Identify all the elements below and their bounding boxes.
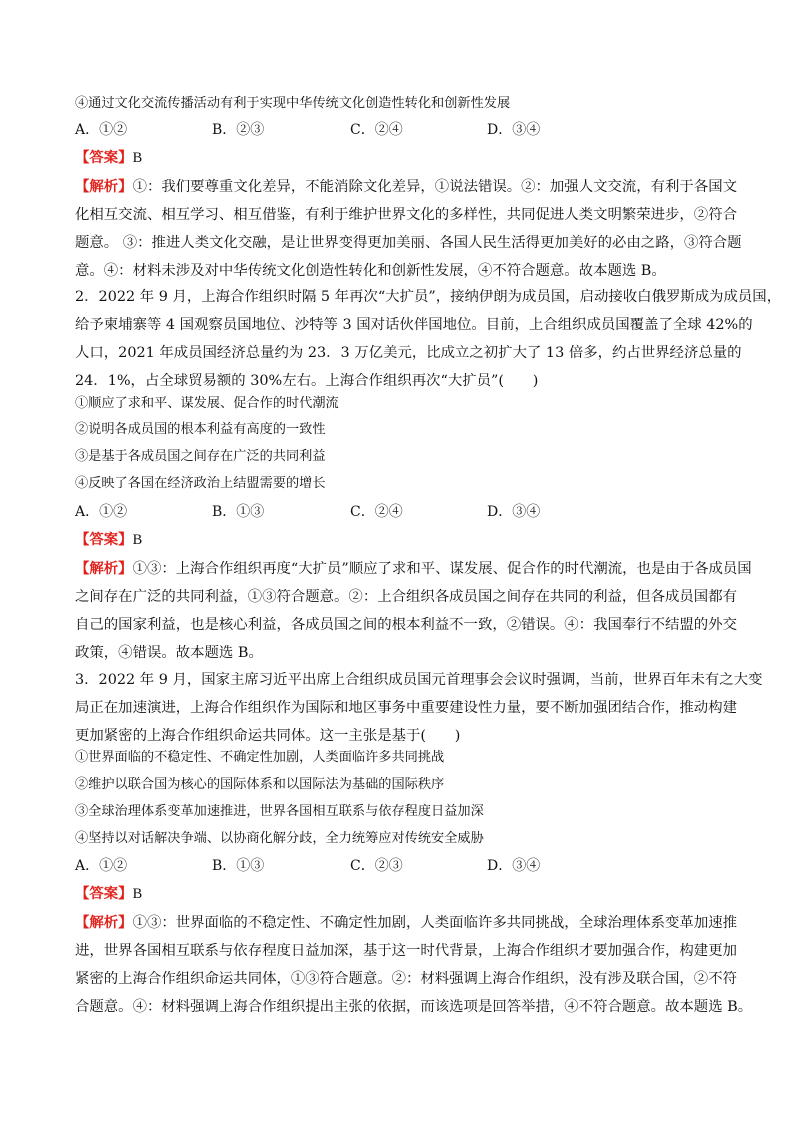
q2-item-4: ④反映了各国在经济政治上结盟需要的增长 xyxy=(75,476,326,491)
analysis-label: 【解析】 xyxy=(75,561,133,577)
q3-stem xyxy=(75,666,763,750)
q3-option-c: C．②③ xyxy=(350,858,403,874)
analysis-line: ①：我们要尊重文化差异，不能消除文化差异，①说法错误。②：加强人文交流，有利于各国文 xyxy=(132,179,737,195)
analysis-line: 之间存在广泛的共同利益，①③符合题意。②：上合组织各成员国之间存在共同的利益，但各成员国都有 xyxy=(75,589,737,605)
q2-option-a: A．①② xyxy=(75,504,128,520)
q3-analysis xyxy=(75,909,753,1021)
q1-option-c: C．②④ xyxy=(350,122,403,138)
q2-option-d: D．③④ xyxy=(487,504,541,520)
stem-line: 3．2022 年 9 月，国家主席习近平出席上合组织成员国元首理事会会议时强调，当前，世界百年未有之大变 xyxy=(75,672,763,688)
q3-answer xyxy=(75,882,142,906)
q1-option-a: A．①② xyxy=(75,122,128,138)
stem-line: 2．2022 年 9 月，上海合作组织时隔 5 年再次“大扩员”，接纳伊朗为成员国，启动接收白俄罗斯成为成员国， xyxy=(75,289,782,305)
stem-line: 24．1%，占全球贸易额的 30%左右。上海合作组织再次“大扩员”( ) xyxy=(75,373,539,389)
analysis-line: 题意。 ③：推进人类文化交融，是让世界变得更加美丽、各国人民生活得更加美好的必由之路，③符合题 xyxy=(75,235,742,251)
analysis-line: ①③：世界面临的不稳定性、不确定性加剧，人类面临许多共同挑战，全球治理体系变革加速推 xyxy=(132,915,737,931)
analysis-line: ①③：上海合作组织再度“大扩员”顺应了求和平、谋发展、促合作的时代潮流，也是由于各成员国 xyxy=(132,561,752,577)
answer-value: B xyxy=(132,886,143,902)
analysis-line: 进，世界各国相互联系与依存程度日益加深，基于这一时代背景，上海合作组织才要加强合作，构建更加 xyxy=(75,943,737,959)
analysis-line: 自己的国家利益，也是核心利益，各成员国之间的根本利益不一致，②错误。④：我国奉行不结盟的外交 xyxy=(75,617,737,633)
stem-line: 更加紧密的上海合作组织命运共同体。这一主张是基于( ) xyxy=(75,728,461,744)
q2-item-2: ②说明各成员国的根本利益有高度的一致性 xyxy=(75,422,326,437)
stem-line: 人口，2021 年成员国经济总量约为 23．3 万亿美元，比成立之初扩大了 13 倍多，约占世界经济总量的 xyxy=(75,345,742,361)
q1-option-b: B．②③ xyxy=(212,122,265,138)
q3-item-3: ③全球治理体系变革加速推进，世界各国相互联系与依存程度日益加深 xyxy=(75,804,484,819)
answer-label: 【答案】 xyxy=(75,150,133,166)
q2-stem xyxy=(75,283,782,395)
analysis-line: 政策，④错误。故本题选 B。 xyxy=(75,645,263,661)
analysis-line: 化相互交流、相互学习、相互借鉴，有利于维护世界文化的多样性，共同促进人类文明繁荣进步，②符合 xyxy=(75,207,737,223)
answer-label: 【答案】 xyxy=(75,532,133,548)
q2-analysis xyxy=(75,555,752,667)
q3-item-1: ①世界面临的不稳定性、不确定性加剧，人类面临许多共同挑战 xyxy=(75,750,445,765)
q3-item-2: ②维护以联合国为核心的国际体系和以国际法为基础的国际秩序 xyxy=(75,777,445,792)
q3-option-a: A．①② xyxy=(75,858,128,874)
q3-option-b: B．①③ xyxy=(212,858,265,874)
q1-answer xyxy=(75,146,142,170)
q2-option-b: B．①③ xyxy=(212,504,265,520)
analysis-line: 意。④：材料未涉及对中华传统文化创造性转化和创新性发展，④不符合题意。故本题选 B。 xyxy=(75,263,666,279)
q1-option-d: D．③④ xyxy=(487,122,541,138)
analysis-line: 紧密的上海合作组织命运共同体，①③符合题意。②：材料强调上海合作组织，没有涉及联合国，②不符 xyxy=(75,971,737,987)
stem-line: 局正在加速演进，上海合作组织作为国际和地区事务中重要建设性力量，要不断加强团结合作，推动构建 xyxy=(75,700,737,716)
q3-option-d: D．③④ xyxy=(487,858,541,874)
answer-label: 【答案】 xyxy=(75,886,133,902)
analysis-line: 合题意。④：材料强调上海合作组织提出主张的依据，而该选项是回答举措，④不符合题意。故本题选 B。 xyxy=(75,999,753,1015)
analysis-label: 【解析】 xyxy=(75,179,133,195)
stem-line: 给予柬埔寨等 4 国观察员国地位、沙特等 3 国对话伙伴国地位。目前，上合组织成员国覆盖了全球 42%的 xyxy=(75,317,753,333)
q1-analysis xyxy=(75,173,742,285)
q3-item-4: ④坚持以对话解决争端、以协商化解分歧，全力统筹应对传统安全威胁 xyxy=(75,831,484,846)
q1-item-4: ④通过文化交流传播活动有利于实现中华传统文化创造性转化和创新性发展 xyxy=(75,96,511,111)
answer-value: B xyxy=(132,532,143,548)
answer-value: B xyxy=(132,150,143,166)
q2-option-c: C．②④ xyxy=(350,504,403,520)
analysis-label: 【解析】 xyxy=(75,915,133,931)
q2-item-1: ①顺应了求和平、谋发展、促合作的时代潮流 xyxy=(75,396,339,411)
q2-answer xyxy=(75,528,142,552)
q2-item-3: ③是基于各成员国之间存在广泛的共同利益 xyxy=(75,449,326,464)
